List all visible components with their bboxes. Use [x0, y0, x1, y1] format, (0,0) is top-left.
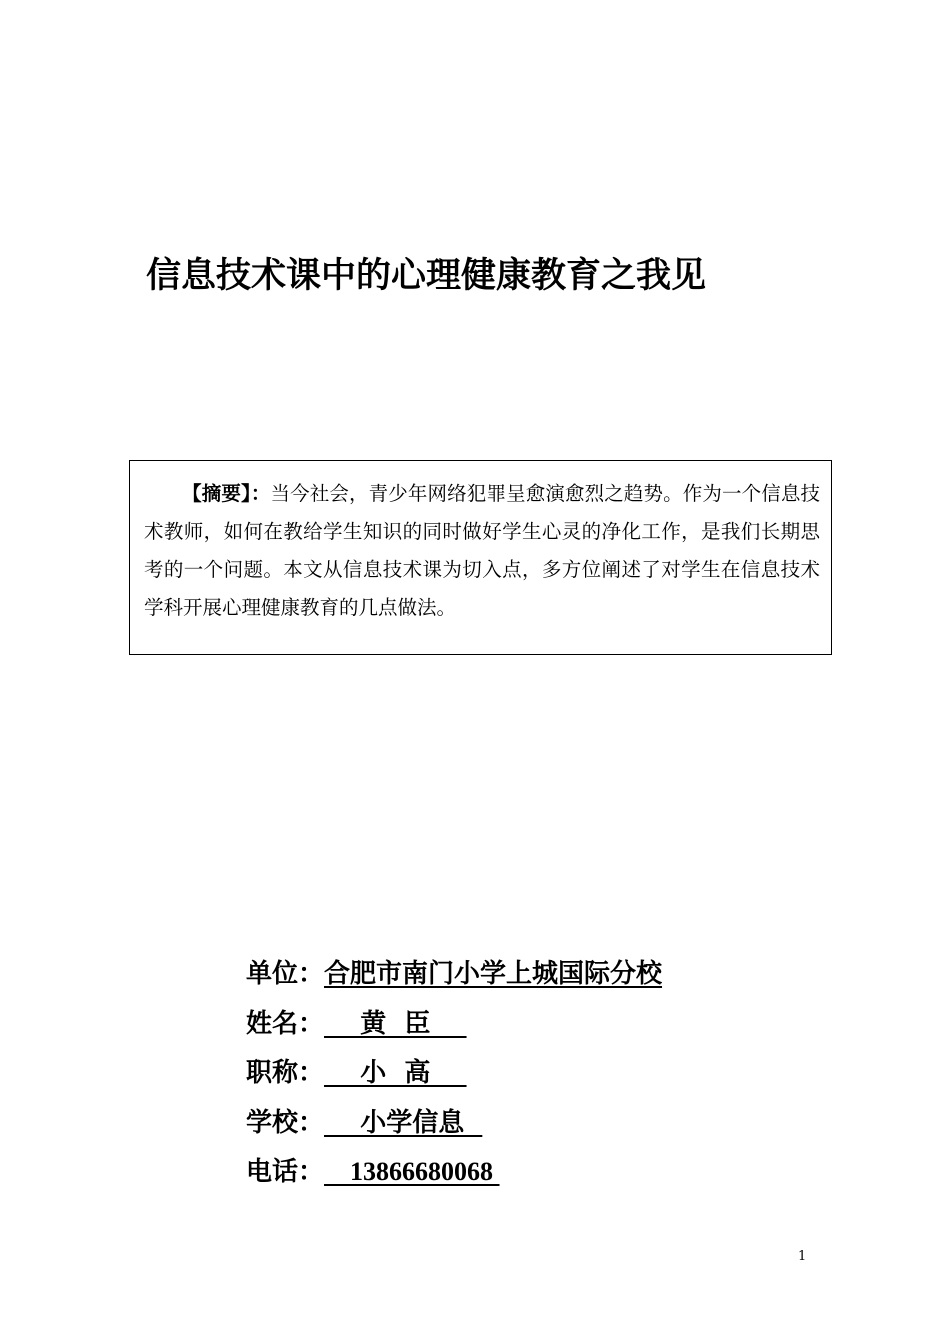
info-row-school — [246, 1102, 662, 1152]
info-row-unit — [246, 953, 662, 1003]
abstract-text: 当今社会，青少年网络犯罪呈愈演愈烈之趋势。作为一个信息技术教师，如何在教给学生知识的同时做好学生心灵的净化工作，是我们长期思考的一个问题。本文从信息技术课为切入点，多方位阐述了对学生在信息技术学科开展心理健康教育的几点做法。 — [144, 482, 820, 619]
school-value: 小学信息 — [324, 1107, 483, 1138]
unit-label: 单位： — [246, 959, 325, 989]
author-info — [246, 953, 662, 1201]
abstract-paragraph — [144, 475, 820, 627]
document-title: 信息技术课中的心理健康教育之我见 — [146, 256, 707, 296]
school-label: 学校： — [246, 1107, 325, 1138]
name-label: 姓名： — [246, 1008, 325, 1039]
info-row-title — [246, 1052, 662, 1102]
info-row-name — [246, 1003, 662, 1053]
title-label: 职称： — [246, 1058, 325, 1088]
abstract-label: 【摘要】： — [182, 482, 271, 505]
page-number: 1 — [798, 1249, 807, 1264]
abstract-box — [129, 460, 832, 655]
name-value: 黄 臣 — [324, 1008, 467, 1039]
title-value: 小 高 — [324, 1058, 467, 1088]
info-row-phone — [246, 1151, 662, 1201]
phone-label: 电话： — [246, 1157, 325, 1187]
phone-value: 13866680068 — [324, 1157, 500, 1186]
unit-value: 合肥市南门小学上城国际分校 — [324, 959, 663, 989]
